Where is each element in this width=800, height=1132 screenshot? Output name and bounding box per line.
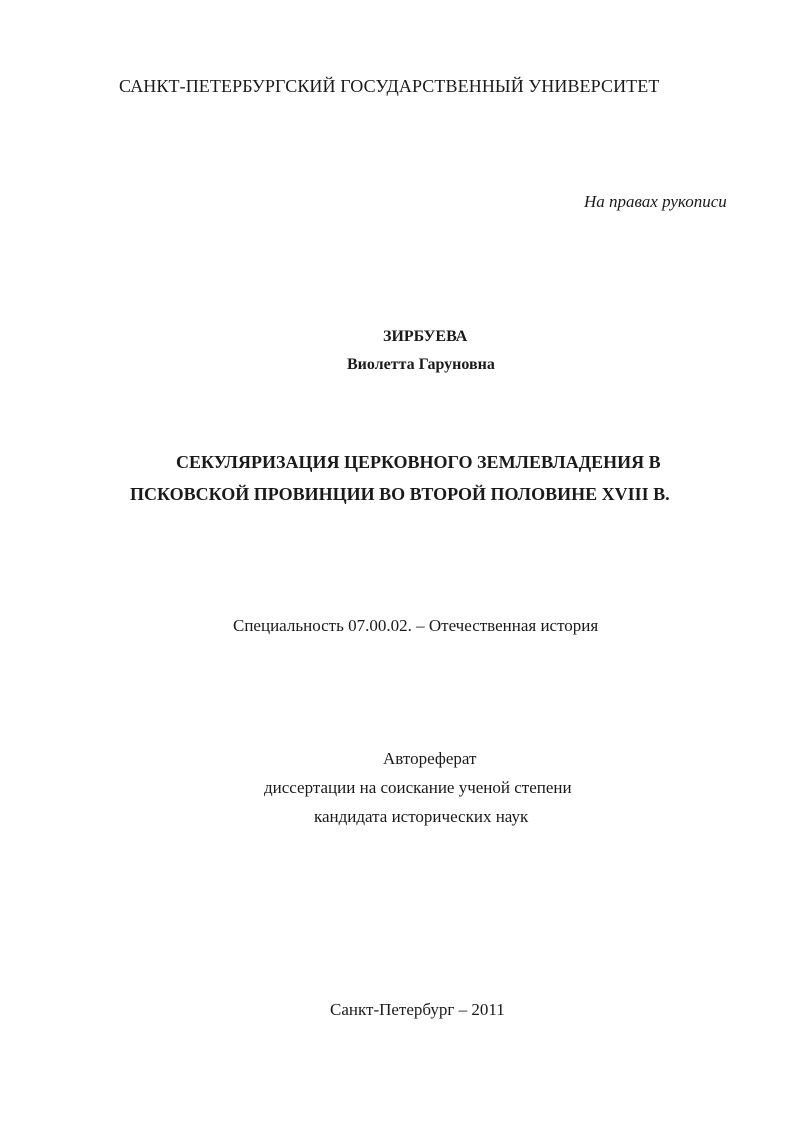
author-given-names: Виолетта Гаруновна (347, 356, 495, 373)
university-name: САНКТ-ПЕТЕРБУРГСКИЙ ГОСУДАРСТВЕННЫЙ УНИВЕРСИТЕТ (119, 76, 660, 96)
work-type-line-1: Автореферат (383, 749, 477, 768)
author-surname: ЗИРБУЕВА (383, 328, 468, 345)
dissertation-title-line-2: ПСКОВСКОЙ ПРОВИНЦИИ ВО ВТОРОЙ ПОЛОВИНЕ XVIII В. (130, 484, 670, 504)
specialty-line: Специальность 07.00.02. – Отечественная история (233, 616, 599, 635)
dissertation-title-line-1: СЕКУЛЯРИЗАЦИЯ ЦЕРКОВНОГО ЗЕМЛЕВЛАДЕНИЯ В (176, 452, 661, 472)
manuscript-rights-note: На правах рукописи (584, 192, 727, 211)
work-type-line-2: диссертации на соискание ученой степени (264, 778, 572, 797)
work-type-line-3: кандидата исторических наук (314, 807, 529, 826)
place-and-year: Санкт-Петербург – 2011 (330, 1000, 505, 1019)
